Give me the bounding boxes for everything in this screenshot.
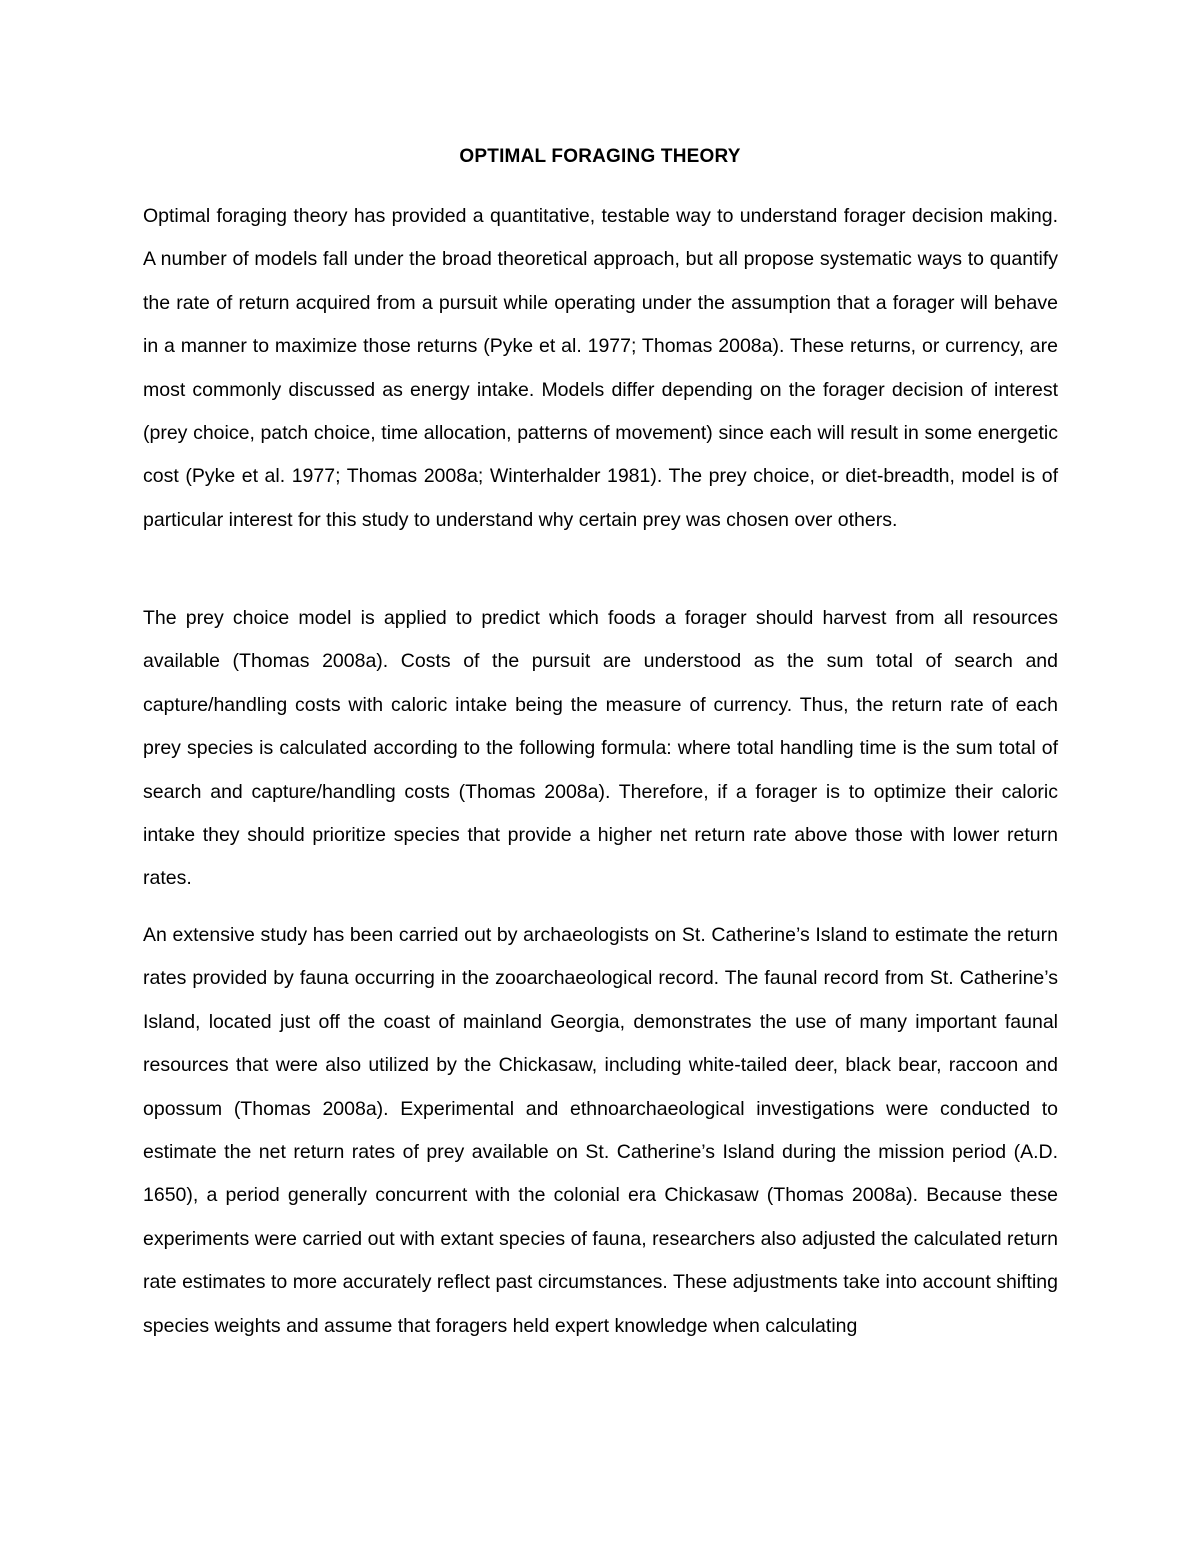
paragraph-optimal-foraging: Optimal foraging theory has provided a quantitative, testable way to understand forager decision making. A number of models fall under the broad theoretical approach, but all propose systematic ways to quantify the rate of return acquired from a pursuit while operating under the assumption that a forager will behave in a manner to maximize those returns (Pyke et al. 1977; Thomas 2008a). These returns, or currency, are most commonly discussed as energy intake. Models differ depending on the forager decision of interest (prey choice, patch choice, time allocation, patterns of movement) since each will result in some energetic cost (Pyke et al. 1977; Thomas 2008a; Winterhalder 1981). The prey choice, or diet-breadth, model is of particular interest for this study to understand why certain prey was chosen over others. bbox=[143, 205, 1058, 531]
document-title: OPTIMAL FORAGING THEORY bbox=[459, 146, 741, 167]
paragraph-prey-choice-model: The prey choice model is applied to predict which foods a forager should harvest from all resources available (Thomas 2008a). Costs of the pursuit are understood as the sum total of search and capture/handling costs with caloric intake being the measure of currency. Thus, the return rate of each prey species is calculated according to the following formula: where total handling time is the sum total of search and capture/handling costs (Thomas 2008a). Therefore, if a forager is to optimize their caloric intake they should prioritize species that provide a higher net return rate above those with lower return rates. bbox=[143, 607, 1058, 890]
paragraph-st-catherines-study: An extensive study has been carried out by archaeologists on St. Catherine’s Island to estimate the return rates provided by fauna occurring in the zooarchaeological record. The faunal record from St. Catherine’s Island, located just off the coast of mainland Georgia, demonstrates the use of many important faunal resources that were also utilized by the Chickasaw, including white-tailed deer, black bear, raccoon and opossum (Thomas 2008a). Experimental and ethnoarchaeological investigations were conducted to estimate the net return rates of prey available on St. Catherine’s Island during the mission period (A.D. 1650), a period generally concurrent with the colonial era Chickasaw (Thomas 2008a). Because these experiments were carried out with extant species of fauna, researchers also adjusted the calculated return rate estimates to more accurately reflect past circumstances. These adjustments take into account shifting species weights and assume that foragers held expert knowledge when calculating bbox=[143, 924, 1058, 1337]
